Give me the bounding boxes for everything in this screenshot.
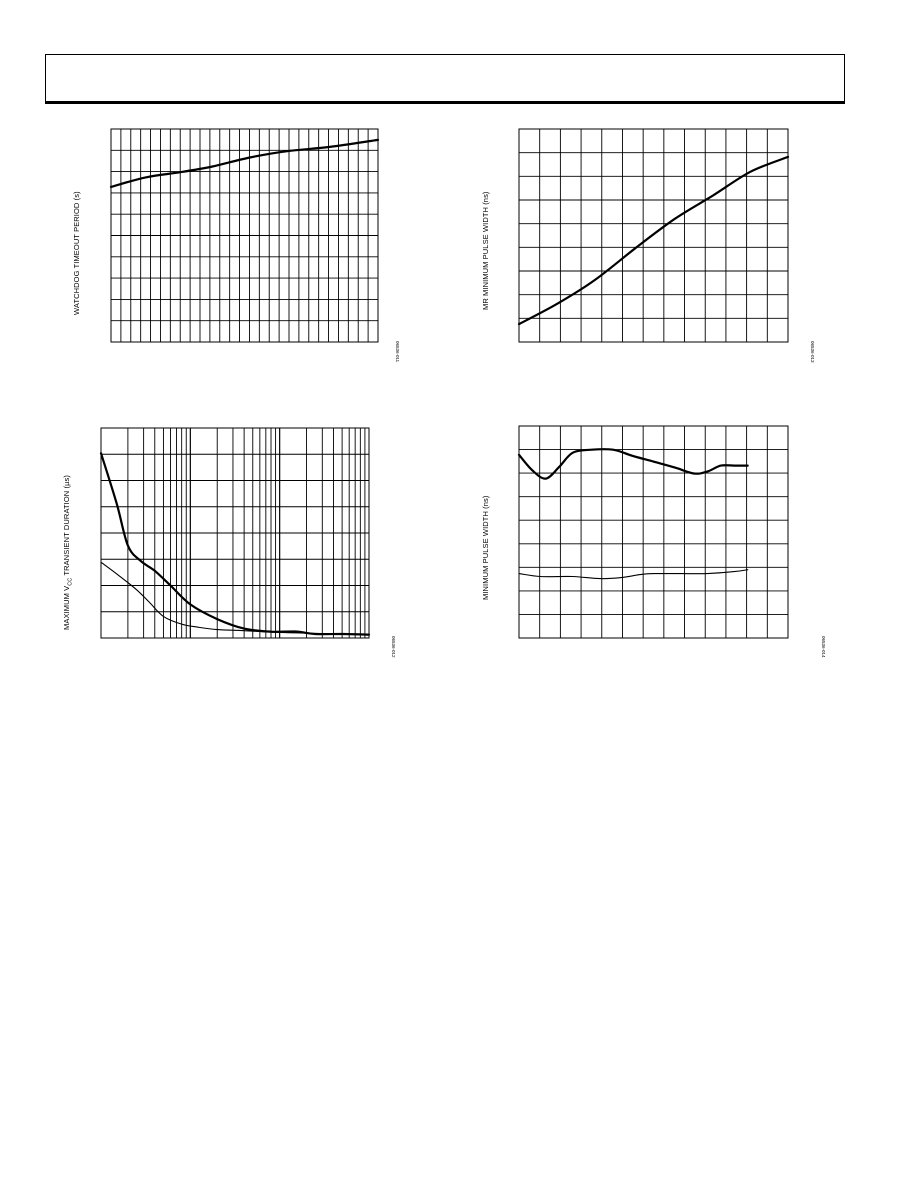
chart-plot — [519, 426, 788, 638]
series-line-thick — [111, 140, 378, 187]
figure-number: 06536-012 — [391, 636, 396, 658]
series-line-thin — [519, 570, 748, 579]
series-line-thick — [519, 449, 748, 478]
page-header-box — [45, 54, 845, 102]
header-rule — [45, 101, 845, 104]
y-axis-label-main: MAXIMUM V — [62, 585, 71, 630]
y-axis-label-subscript: CC — [67, 577, 74, 586]
figure-number: 06536-011 — [395, 341, 400, 363]
y-axis-label-rest: TRANSIENT DURATION (µs) — [62, 475, 71, 578]
y-axis-label: WATCHDOG TIMEOUT PERIOD (s) — [72, 191, 81, 315]
series-line-thick — [519, 157, 788, 324]
plot-frame — [519, 426, 788, 638]
y-axis-label — [62, 475, 74, 630]
chart-plot — [519, 129, 788, 342]
chart-plot — [111, 129, 378, 342]
chart-plot — [101, 428, 369, 638]
figure-number: 06536-014 — [821, 636, 826, 658]
series-line-thin — [101, 562, 369, 634]
y-axis-label: MINIMUM PULSE WIDTH (ns) — [481, 495, 490, 600]
figure-number: 06536-013 — [810, 341, 815, 363]
y-axis-label: MR MINIMUM PULSE WIDTH (ns) — [481, 191, 490, 310]
